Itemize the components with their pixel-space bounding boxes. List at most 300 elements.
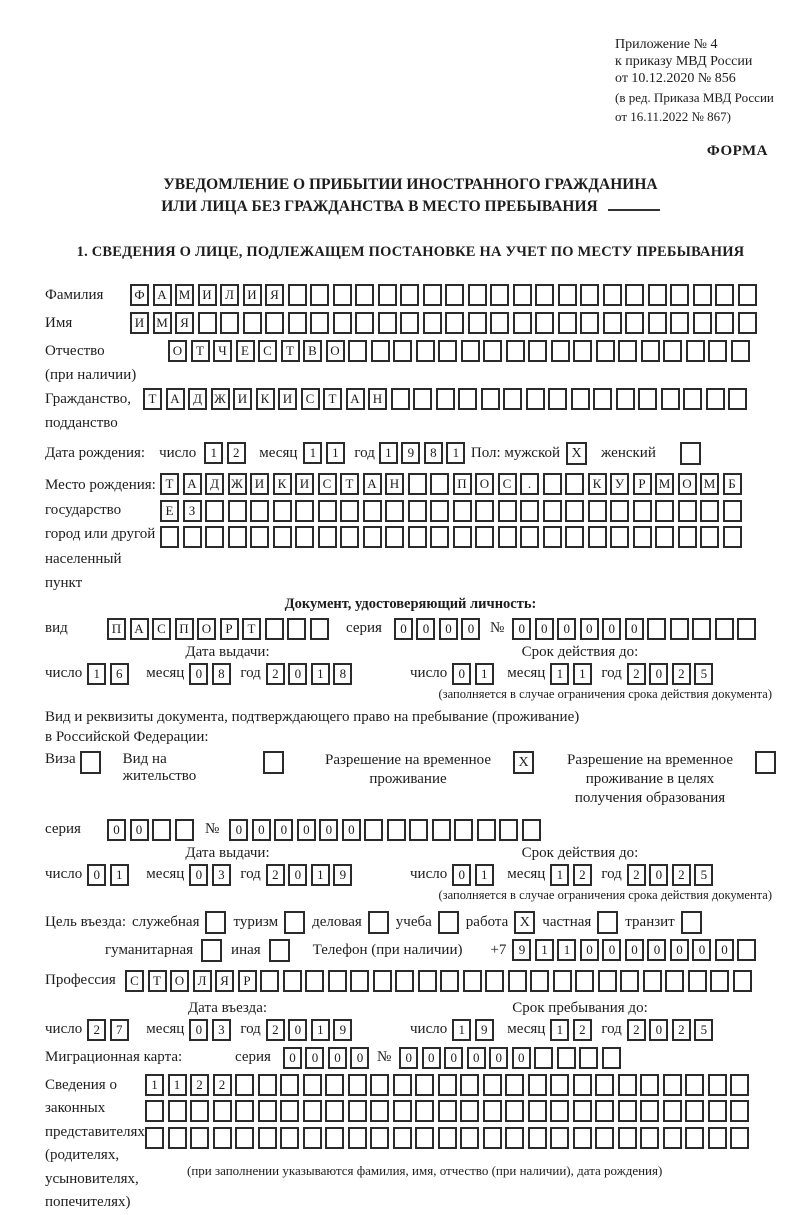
char-cell[interactable] [543, 473, 562, 495]
char-cell[interactable] [190, 1127, 209, 1149]
char-cell[interactable]: 2 [190, 1074, 209, 1096]
char-cell[interactable]: 0 [625, 618, 644, 640]
char-cell[interactable]: 0 [649, 1019, 668, 1041]
char-cell[interactable] [303, 1074, 322, 1096]
char-cell[interactable] [730, 1127, 749, 1149]
char-cell[interactable] [616, 388, 635, 410]
char-cell[interactable]: Т [143, 388, 162, 410]
char-cell[interactable]: 0 [328, 1047, 347, 1069]
char-cell[interactable] [168, 1100, 187, 1122]
char-cell[interactable] [445, 312, 464, 334]
char-cell[interactable] [303, 1127, 322, 1149]
purpose-transit-checkbox[interactable] [681, 911, 702, 934]
char-cell[interactable] [423, 312, 442, 334]
char-cell[interactable] [528, 340, 547, 362]
char-cell[interactable] [387, 819, 406, 841]
char-cell[interactable] [640, 1100, 659, 1122]
char-cell[interactable]: М [655, 473, 674, 495]
char-cell[interactable]: 2 [627, 1019, 646, 1041]
char-cell[interactable] [573, 1127, 592, 1149]
char-cell[interactable]: 1 [452, 1019, 471, 1041]
char-cell[interactable]: 8 [424, 442, 443, 464]
char-cell[interactable]: 1 [303, 442, 322, 464]
sex-female-checkbox[interactable] [680, 442, 701, 465]
char-cell[interactable] [385, 500, 404, 522]
char-cell[interactable] [483, 1100, 502, 1122]
char-cell[interactable] [730, 1074, 749, 1096]
char-cell[interactable] [550, 1127, 569, 1149]
char-cell[interactable]: Р [633, 473, 652, 495]
char-cell[interactable] [348, 1127, 367, 1149]
char-cell[interactable]: 0 [452, 663, 471, 685]
char-cell[interactable] [378, 284, 397, 306]
char-cell[interactable] [205, 526, 224, 548]
char-cell[interactable] [663, 340, 682, 362]
char-cell[interactable]: Л [193, 970, 212, 992]
char-cell[interactable]: 0 [130, 819, 149, 841]
char-cell[interactable] [333, 284, 352, 306]
purpose-study-checkbox[interactable] [438, 911, 459, 934]
char-cell[interactable] [438, 340, 457, 362]
char-cell[interactable] [670, 618, 689, 640]
char-cell[interactable] [655, 526, 674, 548]
char-cell[interactable] [461, 340, 480, 362]
char-cell[interactable]: А [153, 284, 172, 306]
purpose-business-checkbox[interactable] [368, 911, 389, 934]
char-cell[interactable] [432, 819, 451, 841]
char-cell[interactable]: Т [281, 340, 300, 362]
char-cell[interactable]: 2 [266, 1019, 285, 1041]
char-cell[interactable]: О [168, 340, 187, 362]
char-cell[interactable] [728, 388, 747, 410]
char-cell[interactable]: М [153, 312, 172, 334]
temp-residence-checkbox[interactable]: X [513, 751, 534, 774]
char-cell[interactable]: И [278, 388, 297, 410]
char-cell[interactable] [378, 312, 397, 334]
char-cell[interactable] [213, 1100, 232, 1122]
purpose-other-checkbox[interactable] [269, 939, 290, 962]
char-cell[interactable] [460, 1100, 479, 1122]
char-cell[interactable] [618, 1074, 637, 1096]
char-cell[interactable] [551, 340, 570, 362]
char-cell[interactable]: И [233, 388, 252, 410]
char-cell[interactable]: 0 [416, 618, 435, 640]
char-cell[interactable]: 5 [694, 864, 713, 886]
char-cell[interactable] [340, 526, 359, 548]
char-cell[interactable]: К [256, 388, 275, 410]
char-cell[interactable] [640, 1127, 659, 1149]
char-cell[interactable] [526, 388, 545, 410]
char-cell[interactable] [250, 526, 269, 548]
char-cell[interactable] [310, 618, 329, 640]
char-cell[interactable] [475, 500, 494, 522]
char-cell[interactable] [670, 312, 689, 334]
char-cell[interactable] [430, 473, 449, 495]
char-cell[interactable] [460, 1074, 479, 1096]
char-cell[interactable] [548, 388, 567, 410]
char-cell[interactable]: Е [160, 500, 179, 522]
char-cell[interactable]: А [346, 388, 365, 410]
sex-male-checkbox[interactable]: X [566, 442, 587, 465]
char-cell[interactable] [373, 970, 392, 992]
char-cell[interactable] [391, 388, 410, 410]
char-cell[interactable]: А [363, 473, 382, 495]
char-cell[interactable]: 0 [229, 819, 248, 841]
char-cell[interactable] [213, 1127, 232, 1149]
char-cell[interactable]: 5 [694, 1019, 713, 1041]
char-cell[interactable] [688, 970, 707, 992]
char-cell[interactable] [595, 1074, 614, 1096]
char-cell[interactable] [453, 526, 472, 548]
char-cell[interactable] [579, 1047, 598, 1069]
char-cell[interactable]: Ч [213, 340, 232, 362]
char-cell[interactable]: 5 [694, 663, 713, 685]
char-cell[interactable]: 1 [550, 864, 569, 886]
char-cell[interactable] [310, 284, 329, 306]
char-cell[interactable]: 1 [535, 939, 554, 961]
char-cell[interactable] [528, 1100, 547, 1122]
char-cell[interactable] [438, 1074, 457, 1096]
temp-residence-edu-checkbox[interactable] [755, 751, 776, 774]
char-cell[interactable]: 0 [452, 864, 471, 886]
char-cell[interactable]: И [130, 312, 149, 334]
char-cell[interactable]: Л [220, 284, 239, 306]
char-cell[interactable]: 2 [627, 663, 646, 685]
char-cell[interactable]: 0 [670, 939, 689, 961]
char-cell[interactable] [370, 1100, 389, 1122]
char-cell[interactable] [415, 1127, 434, 1149]
char-cell[interactable] [430, 500, 449, 522]
char-cell[interactable] [683, 388, 702, 410]
char-cell[interactable]: 1 [573, 663, 592, 685]
purpose-tourism-checkbox[interactable] [284, 911, 305, 934]
char-cell[interactable] [655, 500, 674, 522]
char-cell[interactable] [506, 340, 525, 362]
char-cell[interactable]: 1 [475, 864, 494, 886]
char-cell[interactable] [596, 340, 615, 362]
char-cell[interactable] [641, 340, 660, 362]
char-cell[interactable] [258, 1127, 277, 1149]
char-cell[interactable] [198, 312, 217, 334]
char-cell[interactable] [295, 526, 314, 548]
char-cell[interactable] [423, 284, 442, 306]
char-cell[interactable] [647, 618, 666, 640]
char-cell[interactable] [708, 1074, 727, 1096]
char-cell[interactable] [648, 284, 667, 306]
char-cell[interactable] [265, 312, 284, 334]
char-cell[interactable] [535, 284, 554, 306]
char-cell[interactable] [333, 312, 352, 334]
purpose-official-checkbox[interactable] [205, 911, 226, 934]
char-cell[interactable] [350, 970, 369, 992]
char-cell[interactable] [528, 1127, 547, 1149]
char-cell[interactable]: О [678, 473, 697, 495]
char-cell[interactable] [733, 970, 752, 992]
char-cell[interactable] [468, 312, 487, 334]
char-cell[interactable] [145, 1100, 164, 1122]
char-cell[interactable] [168, 1127, 187, 1149]
char-cell[interactable]: 1 [311, 1019, 330, 1041]
char-cell[interactable] [737, 939, 756, 961]
char-cell[interactable] [618, 1100, 637, 1122]
char-cell[interactable] [438, 1100, 457, 1122]
char-cell[interactable]: 0 [319, 819, 338, 841]
char-cell[interactable] [573, 1074, 592, 1096]
char-cell[interactable]: 6 [110, 663, 129, 685]
char-cell[interactable] [418, 970, 437, 992]
char-cell[interactable] [678, 526, 697, 548]
char-cell[interactable] [273, 526, 292, 548]
char-cell[interactable] [400, 284, 419, 306]
char-cell[interactable]: 2 [573, 864, 592, 886]
purpose-work-checkbox[interactable]: X [514, 911, 535, 934]
char-cell[interactable]: 0 [342, 819, 361, 841]
char-cell[interactable] [370, 1127, 389, 1149]
char-cell[interactable]: 1 [311, 663, 330, 685]
char-cell[interactable]: 2 [266, 864, 285, 886]
char-cell[interactable]: С [258, 340, 277, 362]
char-cell[interactable]: 2 [627, 864, 646, 886]
char-cell[interactable] [463, 970, 482, 992]
char-cell[interactable]: 3 [212, 864, 231, 886]
char-cell[interactable] [303, 1100, 322, 1122]
char-cell[interactable]: Н [368, 388, 387, 410]
char-cell[interactable]: М [700, 473, 719, 495]
char-cell[interactable] [393, 1074, 412, 1096]
char-cell[interactable] [693, 284, 712, 306]
char-cell[interactable] [738, 312, 757, 334]
char-cell[interactable]: 0 [557, 618, 576, 640]
char-cell[interactable] [593, 388, 612, 410]
char-cell[interactable] [503, 388, 522, 410]
char-cell[interactable] [625, 312, 644, 334]
char-cell[interactable]: А [183, 473, 202, 495]
residence-permit-checkbox[interactable] [263, 751, 284, 774]
char-cell[interactable]: Я [175, 312, 194, 334]
char-cell[interactable]: 1 [550, 663, 569, 685]
char-cell[interactable] [685, 1100, 704, 1122]
char-cell[interactable] [348, 1074, 367, 1096]
char-cell[interactable] [490, 312, 509, 334]
char-cell[interactable] [738, 284, 757, 306]
char-cell[interactable] [571, 388, 590, 410]
purpose-humanitarian-checkbox[interactable] [201, 939, 222, 962]
char-cell[interactable]: Т [242, 618, 261, 640]
char-cell[interactable]: 0 [535, 618, 554, 640]
char-cell[interactable] [235, 1100, 254, 1122]
char-cell[interactable]: П [453, 473, 472, 495]
char-cell[interactable]: О [475, 473, 494, 495]
char-cell[interactable]: К [273, 473, 292, 495]
char-cell[interactable]: 0 [305, 1047, 324, 1069]
char-cell[interactable]: Т [148, 970, 167, 992]
purpose-private-checkbox[interactable] [597, 911, 618, 934]
char-cell[interactable] [505, 1074, 524, 1096]
char-cell[interactable] [490, 284, 509, 306]
char-cell[interactable] [610, 500, 629, 522]
char-cell[interactable] [235, 1127, 254, 1149]
char-cell[interactable]: И [243, 284, 262, 306]
char-cell[interactable]: 0 [649, 663, 668, 685]
char-cell[interactable] [678, 500, 697, 522]
char-cell[interactable] [460, 1127, 479, 1149]
char-cell[interactable] [280, 1127, 299, 1149]
char-cell[interactable] [700, 526, 719, 548]
char-cell[interactable] [661, 388, 680, 410]
char-cell[interactable]: 0 [252, 819, 271, 841]
char-cell[interactable] [483, 1127, 502, 1149]
char-cell[interactable]: 2 [266, 663, 285, 685]
char-cell[interactable]: 0 [107, 819, 126, 841]
char-cell[interactable] [508, 970, 527, 992]
char-cell[interactable]: 7 [110, 1019, 129, 1041]
char-cell[interactable] [458, 388, 477, 410]
char-cell[interactable] [340, 500, 359, 522]
char-cell[interactable]: 1 [168, 1074, 187, 1096]
char-cell[interactable] [715, 312, 734, 334]
char-cell[interactable] [693, 312, 712, 334]
char-cell[interactable]: 2 [213, 1074, 232, 1096]
char-cell[interactable] [348, 340, 367, 362]
char-cell[interactable] [228, 526, 247, 548]
char-cell[interactable] [363, 526, 382, 548]
char-cell[interactable]: 0 [512, 618, 531, 640]
char-cell[interactable]: Т [340, 473, 359, 495]
char-cell[interactable]: 0 [692, 939, 711, 961]
char-cell[interactable] [310, 312, 329, 334]
char-cell[interactable] [692, 618, 711, 640]
char-cell[interactable] [708, 340, 727, 362]
char-cell[interactable]: Ж [228, 473, 247, 495]
char-cell[interactable] [620, 970, 639, 992]
char-cell[interactable] [731, 340, 750, 362]
char-cell[interactable]: 0 [444, 1047, 463, 1069]
char-cell[interactable]: 1 [311, 864, 330, 886]
char-cell[interactable] [355, 312, 374, 334]
char-cell[interactable]: 0 [602, 618, 621, 640]
char-cell[interactable]: Ф [130, 284, 149, 306]
char-cell[interactable] [723, 500, 742, 522]
char-cell[interactable] [663, 1127, 682, 1149]
char-cell[interactable]: 0 [625, 939, 644, 961]
char-cell[interactable] [415, 1074, 434, 1096]
char-cell[interactable]: 1 [379, 442, 398, 464]
char-cell[interactable] [395, 970, 414, 992]
char-cell[interactable] [348, 1100, 367, 1122]
char-cell[interactable] [485, 970, 504, 992]
char-cell[interactable]: 2 [227, 442, 246, 464]
char-cell[interactable]: 0 [512, 1047, 531, 1069]
char-cell[interactable] [280, 1100, 299, 1122]
char-cell[interactable] [453, 500, 472, 522]
char-cell[interactable] [295, 500, 314, 522]
char-cell[interactable] [580, 284, 599, 306]
char-cell[interactable] [573, 340, 592, 362]
char-cell[interactable] [706, 388, 725, 410]
char-cell[interactable] [685, 1074, 704, 1096]
char-cell[interactable] [557, 1047, 576, 1069]
char-cell[interactable]: 3 [212, 1019, 231, 1041]
char-cell[interactable] [408, 473, 427, 495]
char-cell[interactable] [603, 312, 622, 334]
char-cell[interactable] [438, 1127, 457, 1149]
char-cell[interactable] [440, 970, 459, 992]
char-cell[interactable] [468, 284, 487, 306]
char-cell[interactable] [534, 1047, 553, 1069]
char-cell[interactable] [152, 819, 171, 841]
char-cell[interactable] [305, 970, 324, 992]
char-cell[interactable] [328, 970, 347, 992]
char-cell[interactable] [618, 1127, 637, 1149]
char-cell[interactable]: 8 [212, 663, 231, 685]
char-cell[interactable] [625, 284, 644, 306]
char-cell[interactable]: С [301, 388, 320, 410]
char-cell[interactable] [400, 312, 419, 334]
char-cell[interactable]: 0 [602, 939, 621, 961]
char-cell[interactable] [715, 618, 734, 640]
char-cell[interactable]: 2 [573, 1019, 592, 1041]
char-cell[interactable] [499, 819, 518, 841]
char-cell[interactable]: 1 [446, 442, 465, 464]
char-cell[interactable]: 9 [333, 1019, 352, 1041]
char-cell[interactable] [528, 1074, 547, 1096]
char-cell[interactable] [415, 1100, 434, 1122]
char-cell[interactable]: 9 [333, 864, 352, 886]
char-cell[interactable]: Я [215, 970, 234, 992]
char-cell[interactable] [588, 500, 607, 522]
char-cell[interactable] [710, 970, 729, 992]
char-cell[interactable] [670, 284, 689, 306]
char-cell[interactable]: П [175, 618, 194, 640]
char-cell[interactable] [543, 526, 562, 548]
char-cell[interactable]: 1 [204, 442, 223, 464]
char-cell[interactable]: 0 [580, 618, 599, 640]
char-cell[interactable] [575, 970, 594, 992]
char-cell[interactable] [708, 1127, 727, 1149]
char-cell[interactable] [588, 526, 607, 548]
char-cell[interactable] [355, 284, 374, 306]
char-cell[interactable] [640, 1074, 659, 1096]
char-cell[interactable]: Т [160, 473, 179, 495]
char-cell[interactable]: 0 [274, 819, 293, 841]
char-cell[interactable]: В [303, 340, 322, 362]
char-cell[interactable] [498, 500, 517, 522]
char-cell[interactable] [522, 819, 541, 841]
char-cell[interactable] [408, 500, 427, 522]
char-cell[interactable] [175, 819, 194, 841]
char-cell[interactable] [663, 1074, 682, 1096]
char-cell[interactable]: 0 [189, 663, 208, 685]
char-cell[interactable] [543, 500, 562, 522]
char-cell[interactable]: 1 [475, 663, 494, 685]
char-cell[interactable] [483, 340, 502, 362]
char-cell[interactable] [183, 526, 202, 548]
char-cell[interactable]: К [588, 473, 607, 495]
char-cell[interactable]: 2 [672, 864, 691, 886]
char-cell[interactable] [393, 340, 412, 362]
char-cell[interactable] [260, 970, 279, 992]
char-cell[interactable]: 0 [283, 1047, 302, 1069]
char-cell[interactable]: 0 [288, 663, 307, 685]
char-cell[interactable]: 2 [87, 1019, 106, 1041]
char-cell[interactable] [273, 500, 292, 522]
char-cell[interactable] [445, 284, 464, 306]
char-cell[interactable] [325, 1127, 344, 1149]
char-cell[interactable]: 0 [489, 1047, 508, 1069]
char-cell[interactable] [481, 388, 500, 410]
char-cell[interactable] [371, 340, 390, 362]
char-cell[interactable] [598, 970, 617, 992]
